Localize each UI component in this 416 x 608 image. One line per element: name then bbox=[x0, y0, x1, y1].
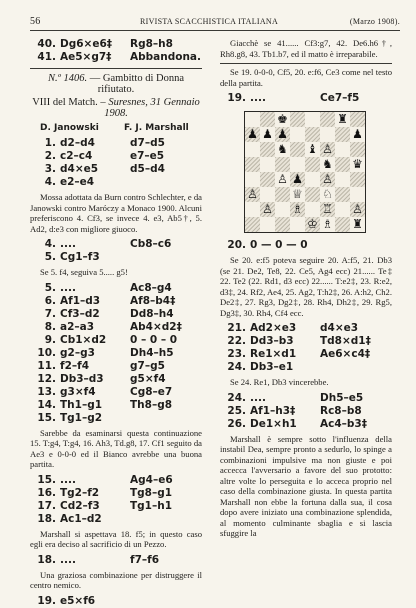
move-row bbox=[30, 386, 202, 399]
right-column bbox=[220, 38, 392, 543]
white-move: Re1×d1 bbox=[250, 348, 297, 360]
black-move: Ab4×d2‡ bbox=[130, 320, 182, 333]
move-number: 5. bbox=[44, 281, 56, 294]
white-move: Ae5×g7‡ bbox=[60, 51, 112, 63]
white-move: .... bbox=[250, 391, 266, 404]
move-row bbox=[220, 348, 392, 361]
black-move: e7–e5 bbox=[130, 150, 165, 162]
white-move: a2–a3 bbox=[60, 320, 95, 333]
player-black: F. J. Marshall bbox=[124, 123, 189, 133]
black-move: Th8–g8 bbox=[130, 398, 173, 411]
running-header bbox=[30, 14, 400, 28]
annotation: Una graziosa combinazione per distruggere il centro nemico. bbox=[30, 569, 202, 590]
move-number: 25. bbox=[227, 404, 246, 417]
move-row bbox=[220, 322, 392, 335]
black-move: Dd8–h4 bbox=[130, 307, 174, 320]
black-king-icon: ♚ bbox=[277, 112, 288, 126]
move-number: 40. bbox=[37, 38, 56, 50]
board-square bbox=[335, 217, 350, 232]
black-bishop-icon: ♝ bbox=[307, 142, 318, 156]
black-rook-icon: ♜ bbox=[337, 112, 348, 126]
board-square bbox=[350, 187, 365, 202]
move-number: 7. bbox=[44, 307, 56, 320]
move-row bbox=[30, 238, 202, 251]
black-move: d4×e3 bbox=[320, 322, 359, 334]
move-row bbox=[30, 321, 202, 334]
white-king-icon: ♔ bbox=[307, 217, 318, 231]
white-move: e5×f6 bbox=[60, 594, 96, 607]
move-row bbox=[30, 373, 202, 386]
black-move: 0 – 0 – 0 bbox=[130, 333, 178, 346]
black-move: Ag4–e6 bbox=[130, 473, 173, 486]
black-move: d5–d4 bbox=[130, 163, 165, 175]
move-number: 19. bbox=[37, 594, 56, 607]
white-pawn-icon: ♙ bbox=[262, 202, 273, 216]
white-queen-icon: ♕ bbox=[292, 187, 303, 201]
move-number: 4. bbox=[44, 238, 56, 250]
move-row bbox=[30, 412, 202, 425]
move-row bbox=[30, 282, 202, 295]
move-number: 20. bbox=[227, 239, 246, 251]
black-move: Rg8–h8 bbox=[130, 38, 173, 50]
board-square bbox=[260, 217, 275, 232]
move-number: 11. bbox=[37, 359, 56, 372]
board-square bbox=[350, 172, 365, 187]
player-white: D. Janowski bbox=[40, 123, 99, 133]
black-rook-icon: ♜ bbox=[352, 217, 363, 231]
board-square bbox=[245, 112, 260, 127]
white-move: Cf3–d2 bbox=[60, 307, 100, 320]
move-row bbox=[220, 92, 392, 105]
white-move: g3×f4 bbox=[60, 385, 96, 398]
annotation: Mossa adottata da Burn contro Schlechter, e da Janowski contro Maróczy a Monaco 1900. Alcuni preferiscono 4. Cf3, se invece 4. e3, Ab5†, 5. Ad2, d:e3 con migliore giuoco. bbox=[30, 192, 202, 234]
move-row bbox=[30, 360, 202, 373]
black-move: Dh5–e5 bbox=[320, 391, 364, 404]
board-square bbox=[335, 172, 350, 187]
move-number: 23. bbox=[227, 348, 246, 360]
white-pawn-icon: ♙ bbox=[247, 187, 258, 201]
board-square bbox=[335, 202, 350, 217]
move-number: 13. bbox=[37, 385, 56, 398]
move-row bbox=[30, 163, 202, 176]
board-square bbox=[320, 127, 335, 142]
annotation: Se 20. e:f5 poteva seguire 20. A:f5, 21. Db3 (se 21. De2, Te8, 22. Ce5, Ag4 ecc) 21...... Te‡ 22. Te2 (22. Rd1, d3 ecc) 22...... T:e2‡, 23. R:e2, d3‡, 24. Rf2, Ae4, 25. Ag2, T:h2‡, 26. A:h2, Ch2. De2‡, 27. Rg3, Dg2‡, 28. Rh4, Dh2‡, 29. Rg5, Dg3‡, 30. Rh4, Cf4 ecc. bbox=[220, 255, 392, 318]
black-move: f7–f6 bbox=[130, 553, 159, 566]
black-move: Abbandona. bbox=[130, 51, 201, 63]
white-move: Tg2–f2 bbox=[60, 486, 100, 499]
move-number: 24. bbox=[227, 391, 246, 404]
move-row bbox=[30, 38, 202, 51]
white-move: c2–c4 bbox=[60, 150, 93, 162]
white-move: g2–g3 bbox=[60, 346, 95, 359]
white-move: Af1–d3 bbox=[60, 294, 101, 307]
board-square bbox=[290, 142, 305, 157]
black-move: Ae6×c4‡ bbox=[320, 348, 371, 360]
black-move: Tg8–g1 bbox=[130, 486, 173, 499]
board-square bbox=[245, 217, 260, 232]
move-number: 3. bbox=[44, 163, 56, 175]
move-row bbox=[30, 487, 202, 500]
white-bishop-icon: ♗ bbox=[292, 202, 303, 216]
white-move: .... bbox=[60, 281, 76, 294]
move-number: 26. bbox=[227, 417, 246, 430]
white-move: Af1–h3‡ bbox=[250, 404, 296, 417]
black-move: Ac8–g4 bbox=[130, 281, 172, 294]
white-move: d4×e5 bbox=[60, 163, 99, 175]
move-number: 4. bbox=[44, 176, 56, 188]
board-square bbox=[290, 127, 305, 142]
white-pawn-icon: ♙ bbox=[322, 172, 333, 186]
journal-title: RIVISTA SCACCHISTICA ITALIANA bbox=[140, 17, 279, 26]
move-number: 21. bbox=[227, 322, 246, 334]
black-move: Af8–b4‡ bbox=[130, 294, 176, 307]
black-move: Rc8–b8 bbox=[320, 404, 362, 417]
board-square bbox=[275, 157, 290, 172]
match-place: Suresnes, 31 Gennaio 1908. bbox=[104, 97, 200, 119]
move-number: 17. bbox=[37, 499, 56, 512]
white-move: 0 — 0 — 0 bbox=[250, 239, 308, 251]
white-move: Dg6×e6‡ bbox=[60, 38, 113, 50]
move-number: 15. bbox=[37, 411, 56, 424]
black-move: d7–d5 bbox=[130, 137, 165, 149]
black-move: Cb8–c6 bbox=[130, 238, 172, 250]
move-number: 16. bbox=[37, 486, 56, 499]
white-knight-icon: ♘ bbox=[322, 187, 333, 201]
board-square bbox=[275, 202, 290, 217]
annotation: Se 5. f4, seguiva 5..... g5! bbox=[40, 267, 128, 277]
white-move: Tg1–g2 bbox=[60, 411, 103, 424]
black-move: Tg1–h1 bbox=[130, 499, 173, 512]
board-square bbox=[260, 187, 275, 202]
move-number: 5. bbox=[44, 251, 56, 263]
left-column bbox=[30, 38, 202, 608]
white-move: Th1–g1 bbox=[60, 398, 103, 411]
annotation: Marshall è sempre sotto l'influenza della instabil Dea, sempre pronto a sedurlo, lo spinge a combinazioni impulsive ma non giuste e poi accecca l'avversario a favore del suo prototto: altre volte lo perseguita e lo acceca proprio nel caso della combinazione giusta. In questa partita Marshall non ebbe la fortuna dalla sua, il cosa dopo avere iniziato una combinazione splendida, al momento culminante sbaglia e si lascia sfuggire la bbox=[220, 433, 392, 538]
annotation: Se 24. Re1, Db3 vincerebbe. bbox=[230, 377, 329, 387]
game-number: N.º 1406. bbox=[48, 73, 88, 84]
annotation: Marshall si aspettava 18. f5; in questo caso egli era deciso al sacrificio di un Pezzo. bbox=[30, 528, 202, 549]
section-divider bbox=[30, 68, 202, 69]
black-pawn-icon: ♟ bbox=[262, 127, 273, 141]
board-square bbox=[260, 172, 275, 187]
black-move: Cg8–e7 bbox=[130, 385, 173, 398]
annotation: Sarebbe da esaminarsi questa continuazione 15. T:g4, T:g4, 16. Ah3, Td.g8, 17. Cf1 seguito da Ae3 e 0-0-0 ed il Bianco avrebbe una buona partita. bbox=[30, 427, 202, 469]
board-square bbox=[335, 187, 350, 202]
move-row bbox=[30, 554, 202, 567]
board-square bbox=[350, 112, 365, 127]
black-queen-icon: ♛ bbox=[352, 157, 363, 171]
move-number: 10. bbox=[37, 346, 56, 359]
white-move: Cg1–f3 bbox=[60, 251, 100, 263]
header-rule bbox=[30, 30, 400, 31]
chess-diagram bbox=[244, 111, 366, 233]
board-square bbox=[305, 202, 320, 217]
opening-name: — Gambitto di Donna rifiutato. bbox=[89, 73, 184, 95]
board-square bbox=[245, 157, 260, 172]
board-square bbox=[305, 157, 320, 172]
black-move: Td8×d1‡ bbox=[320, 335, 371, 347]
move-row bbox=[30, 474, 202, 487]
board-square bbox=[335, 127, 350, 142]
move-row bbox=[30, 347, 202, 360]
move-number: 15. bbox=[37, 473, 56, 486]
board-square bbox=[305, 187, 320, 202]
move-number: 6. bbox=[44, 294, 56, 307]
move-row bbox=[30, 513, 202, 526]
white-move: .... bbox=[60, 553, 76, 566]
board-square bbox=[260, 142, 275, 157]
move-number: 8. bbox=[44, 320, 56, 333]
move-row bbox=[30, 251, 202, 264]
board-square bbox=[290, 217, 305, 232]
move-row bbox=[220, 418, 392, 431]
match-info: VIII del Match. – Suresnes, 31 Gennaio 1908. bbox=[32, 97, 200, 119]
black-knight-icon: ♞ bbox=[277, 142, 288, 156]
black-move: Ce7–f5 bbox=[320, 92, 360, 104]
black-pawn-icon: ♟ bbox=[352, 127, 363, 141]
move-row bbox=[30, 137, 202, 150]
white-rook-icon: ♖ bbox=[322, 202, 333, 216]
move-number: 41. bbox=[37, 51, 56, 63]
annotation: Se 19. 0-0-0, Cf5, 20. e:f6, Ce3 come nel testo della partita. bbox=[220, 67, 392, 88]
move-number: 14. bbox=[37, 398, 56, 411]
white-bishop-icon: ♗ bbox=[322, 217, 333, 231]
board-square bbox=[305, 112, 320, 127]
white-move: Dd3–b3 bbox=[250, 335, 294, 347]
white-pawn-icon: ♙ bbox=[322, 142, 333, 156]
black-pawn-icon: ♟ bbox=[247, 127, 258, 141]
white-move: .... bbox=[60, 238, 76, 250]
page-number: 56 bbox=[30, 16, 41, 27]
board-square bbox=[335, 142, 350, 157]
move-row bbox=[30, 176, 202, 189]
move-row bbox=[30, 595, 202, 608]
move-row bbox=[220, 405, 392, 418]
move-row bbox=[30, 295, 202, 308]
white-move: Ad2×e3 bbox=[250, 322, 297, 334]
move-row bbox=[30, 334, 202, 347]
white-move: Cd2–f3 bbox=[60, 499, 100, 512]
move-row bbox=[30, 308, 202, 321]
move-row bbox=[220, 361, 392, 374]
move-number: 2. bbox=[44, 150, 56, 162]
board-square bbox=[335, 157, 350, 172]
game-title bbox=[30, 73, 202, 95]
move-number: 24. bbox=[227, 361, 246, 373]
move-number: 18. bbox=[37, 553, 56, 566]
white-pawn-icon: ♙ bbox=[352, 202, 363, 216]
board-square bbox=[350, 142, 365, 157]
black-pawn-icon: ♟ bbox=[292, 172, 303, 186]
players-line bbox=[30, 123, 202, 137]
move-row bbox=[30, 399, 202, 412]
black-knight-icon: ♞ bbox=[322, 157, 333, 171]
move-row bbox=[220, 239, 392, 252]
board-square bbox=[305, 172, 320, 187]
board-square bbox=[275, 217, 290, 232]
white-move: .... bbox=[60, 473, 76, 486]
black-pawn-icon: ♟ bbox=[277, 127, 288, 141]
move-row bbox=[30, 150, 202, 163]
move-number: 22. bbox=[227, 335, 246, 347]
board-square bbox=[275, 187, 290, 202]
black-move: Dh4–h5 bbox=[130, 346, 174, 359]
board-square bbox=[290, 112, 305, 127]
black-move: Ac4–b3‡ bbox=[320, 417, 367, 430]
move-number: 12. bbox=[37, 372, 56, 385]
white-move: Db3–d3 bbox=[60, 372, 104, 385]
board-square bbox=[260, 112, 275, 127]
board-square bbox=[290, 157, 305, 172]
board-square bbox=[245, 142, 260, 157]
white-move: Cb1×d2 bbox=[60, 333, 107, 346]
move-number: 1. bbox=[44, 137, 56, 149]
move-number: 18. bbox=[37, 512, 56, 525]
issue-date: (Marzo 1908). bbox=[349, 17, 400, 26]
move-row bbox=[220, 335, 392, 348]
board-square bbox=[305, 127, 320, 142]
white-move: Ac1–d2 bbox=[60, 512, 102, 525]
page bbox=[30, 14, 400, 607]
board-square bbox=[260, 157, 275, 172]
move-row bbox=[30, 51, 202, 64]
white-move: e2–e4 bbox=[60, 176, 95, 188]
white-move: De1×h1 bbox=[250, 417, 297, 430]
section-divider bbox=[220, 63, 392, 64]
white-move: f2–f4 bbox=[60, 359, 89, 372]
black-move: g7–g5 bbox=[130, 359, 165, 372]
black-move: g5×f4 bbox=[130, 372, 166, 385]
white-move: .... bbox=[250, 92, 266, 104]
move-row bbox=[220, 392, 392, 405]
move-row bbox=[30, 500, 202, 513]
board-square bbox=[245, 202, 260, 217]
board-square bbox=[320, 112, 335, 127]
move-number: 19. bbox=[227, 92, 246, 104]
white-move: d2–d4 bbox=[60, 137, 95, 149]
board-square bbox=[245, 172, 260, 187]
annotation: Giacchè se 41...... Cf3:g7, 42. De6.h6†, Rh8.g8, 43. Tb1.b7, ed il matto è irreparabile. bbox=[220, 38, 392, 59]
white-move: Db3–e1 bbox=[250, 361, 294, 373]
white-pawn-icon: ♙ bbox=[277, 172, 288, 186]
move-number: 9. bbox=[44, 333, 56, 346]
